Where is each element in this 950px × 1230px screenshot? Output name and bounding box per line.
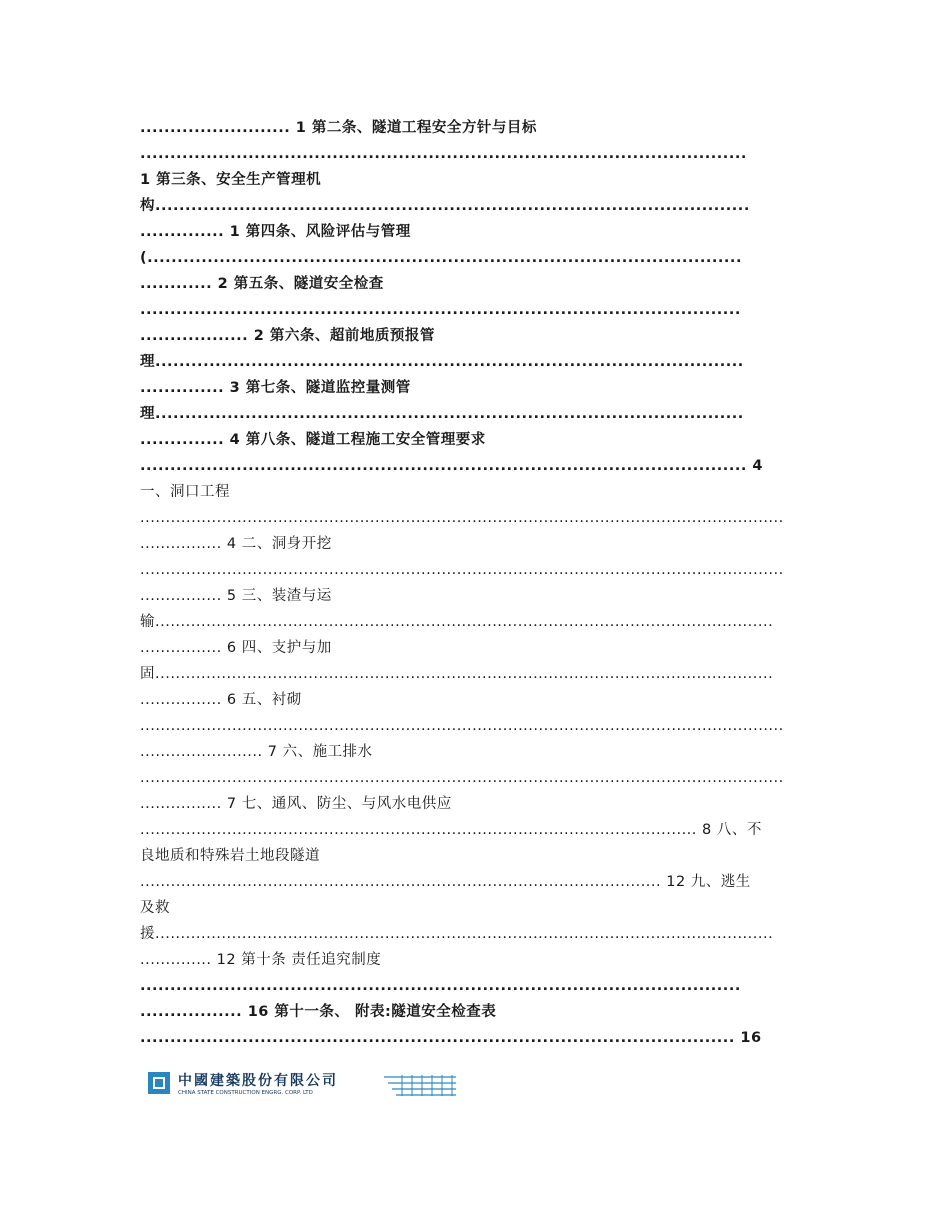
toc-line: .............. 4 第八条、隧道工程施工安全管理要求 [140,432,486,448]
toc-line: .............. 1 第四条、风险评估与管理 [140,224,411,240]
toc-line: 构................................................................................................... [140,198,750,214]
toc-line: 良地质和特殊岩土地段隧道 [140,848,320,864]
toc-line: 理.................................................................................................. [140,406,744,422]
toc-line: 援......................................................................................................................... [140,926,774,942]
toc-line: .................. 2 第六条、超前地质预报管 [140,328,435,344]
toc-line: ................................................................................................... 16 [140,1030,762,1046]
toc-line: ...................................................................................................... 12 九、逃生 [140,874,751,890]
company-name-cn: 中國建築股份有限公司 [178,1073,338,1089]
company-name-en: CHINA STATE CONSTRUCTION ENGRG. CORP. LTD [178,1090,313,1096]
toc-line: ................ 6 四、支护与加 [140,640,332,656]
toc-line: ................. 16 第十一条、 附表:隧道安全检查表 [140,1004,497,1020]
toc-line: ................ 5 三、装渣与运 [140,588,332,604]
footer-logo [140,1066,460,1104]
toc-line: ............................................................................................................. 8 八、不 [140,822,762,838]
toc-line: ..................................................................................................... [140,146,747,162]
toc-line: .............................................................................................................................. [140,510,784,526]
toc-line: 及救 [140,900,170,916]
toc-line: (................................................................................................... [140,250,742,266]
toc-line: ........................ 7 六、施工排水 [140,744,373,760]
toc-line: ................ 4 二、洞身开挖 [140,536,332,552]
cscec-logo-icon [148,1072,170,1094]
toc-line: .................................................................................................... [140,978,741,994]
toc-line: 理.................................................................................................. [140,354,744,370]
toc-line: 1 第三条、安全生产管理机 [140,172,322,188]
toc-line: 一、洞口工程 [140,484,230,500]
toc-line: .............. 12 第十条 责任追究制度 [140,952,382,968]
toc-line: ................ 7 七、通风、防尘、与风水电供应 [140,796,452,812]
toc-line: .............................................................................................................................. [140,562,784,578]
decorative-lines-icon [384,1074,456,1096]
toc-line: 输......................................................................................................................... [140,614,774,630]
toc-line: .............................................................................................................................. [140,718,784,734]
toc-line: ................ 6 五、衬砌 [140,692,302,708]
toc-line: 固......................................................................................................................... [140,666,774,682]
toc-line: ............ 2 第五条、隧道安全检查 [140,276,384,292]
toc-line: .............. 3 第七条、隧道监控量测管 [140,380,411,396]
toc-line: ..................................................................................................... 4 [140,458,763,474]
toc-line: ......................... 1 第二条、隧道工程安全方针与目标 [140,120,537,136]
toc-line: .................................................................................................... [140,302,741,318]
toc-line: .............................................................................................................................. [140,770,784,786]
